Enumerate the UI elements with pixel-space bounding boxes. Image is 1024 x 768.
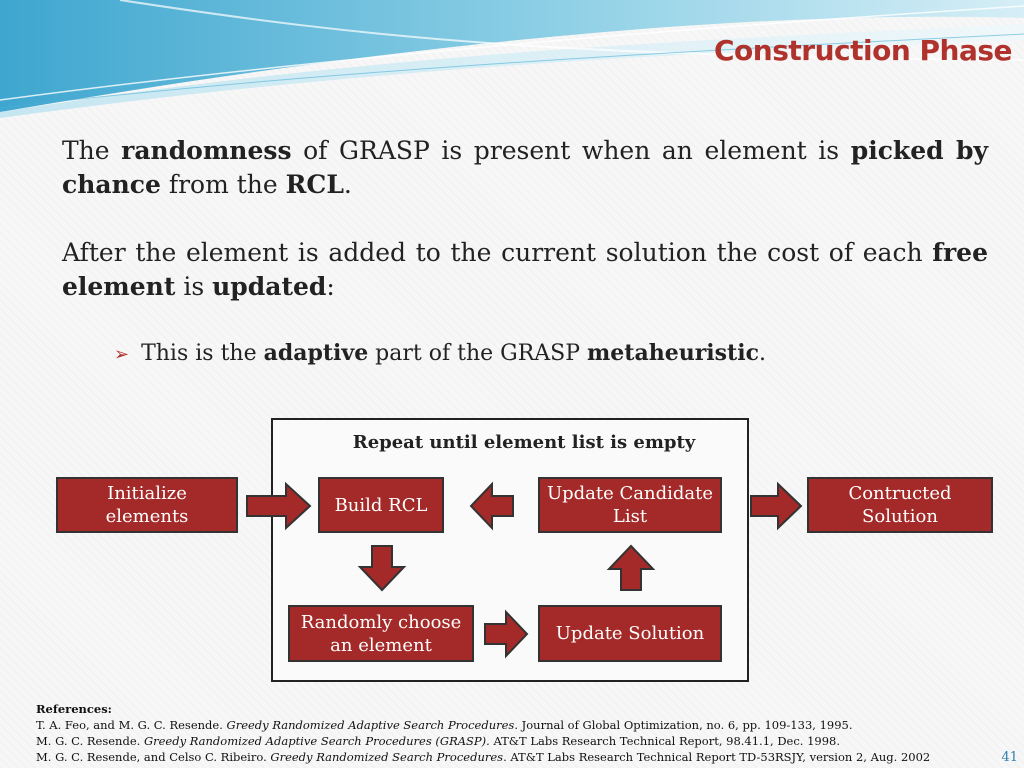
ref-title: Greedy Randomized Search Procedures: [270, 750, 504, 764]
build-rcl-box: Build RCL: [318, 477, 444, 533]
arrow-right-ucl-to-solution-icon: [750, 483, 802, 529]
initialize-elements-box: Initialize elements: [56, 477, 238, 533]
loop-label: Repeat until element list is empty: [352, 432, 696, 453]
page-number: 41: [1001, 750, 1018, 765]
bold-picked-by-chance: picked by chance: [62, 136, 988, 199]
text: :: [326, 272, 335, 301]
bold-free-element: free element: [62, 238, 988, 301]
text: is: [175, 272, 213, 301]
bullet-arrow-icon: ➢: [114, 344, 130, 365]
arrow-right-init-to-rcl-icon: [246, 483, 312, 529]
paragraph-update: [62, 236, 988, 304]
text: .: [758, 341, 766, 366]
reference-2: [36, 733, 936, 749]
bold-rcl: RCL: [285, 170, 344, 199]
ref-authors: M. G. C. Resende.: [36, 734, 144, 748]
text: After the element is added to the current solution the cost of each: [62, 238, 933, 267]
constructed-solution-box: Contructed Solution: [807, 477, 993, 533]
bold-adaptive: adaptive: [263, 340, 369, 366]
bold-metaheuristic: metaheuristic: [587, 340, 759, 366]
update-candidate-list-box: Update Candidate List: [538, 477, 722, 533]
text: of GRASP is present when an element is: [291, 136, 851, 165]
ref-authors: T. A. Feo, and M. G. C. Resende.: [36, 718, 227, 732]
bold-updated: updated: [212, 272, 327, 301]
reference-1: [36, 717, 936, 733]
reference-3: [36, 749, 936, 765]
ref-title: Greedy Randomized Adaptive Search Procedures: [226, 718, 515, 732]
ref-rest: . AT&T Labs Research Technical Report TD-53RSJY, version 2, Aug. 2002: [503, 750, 931, 764]
slide-title: Construction Phase: [713, 34, 1012, 67]
arrow-up-update-to-ucl-icon: [608, 545, 654, 591]
ref-title: Greedy Randomized Adaptive Search Procedures (GRASP).: [143, 734, 490, 748]
arrow-right-random-to-update-icon: [484, 611, 528, 657]
randomly-choose-box: Randomly choose an element: [288, 605, 474, 662]
arrow-left-ucl-to-rcl-icon: [470, 483, 514, 529]
text: part of the GRASP: [368, 341, 588, 366]
update-solution-box: Update Solution: [538, 605, 722, 662]
text: This is the: [141, 341, 264, 366]
ref-rest: AT&T Labs Research Technical Report, 98.41.1, Dec. 1998.: [489, 734, 841, 748]
text: .: [343, 170, 352, 199]
text: The: [62, 136, 122, 165]
paragraph-randomness: [62, 134, 988, 202]
arrow-down-rcl-to-random-icon: [359, 545, 405, 591]
text: from the: [160, 170, 286, 199]
references-heading: References:: [36, 702, 112, 716]
ref-rest: . Journal of Global Optimization, no. 6, pp. 109-133, 1995.: [514, 718, 853, 732]
bullet-adaptive: [114, 338, 766, 370]
ref-authors: M. G. C. Resende, and Celso C. Ribeiro.: [36, 750, 271, 764]
bold-randomness: randomness: [121, 136, 292, 165]
references: [36, 701, 936, 765]
